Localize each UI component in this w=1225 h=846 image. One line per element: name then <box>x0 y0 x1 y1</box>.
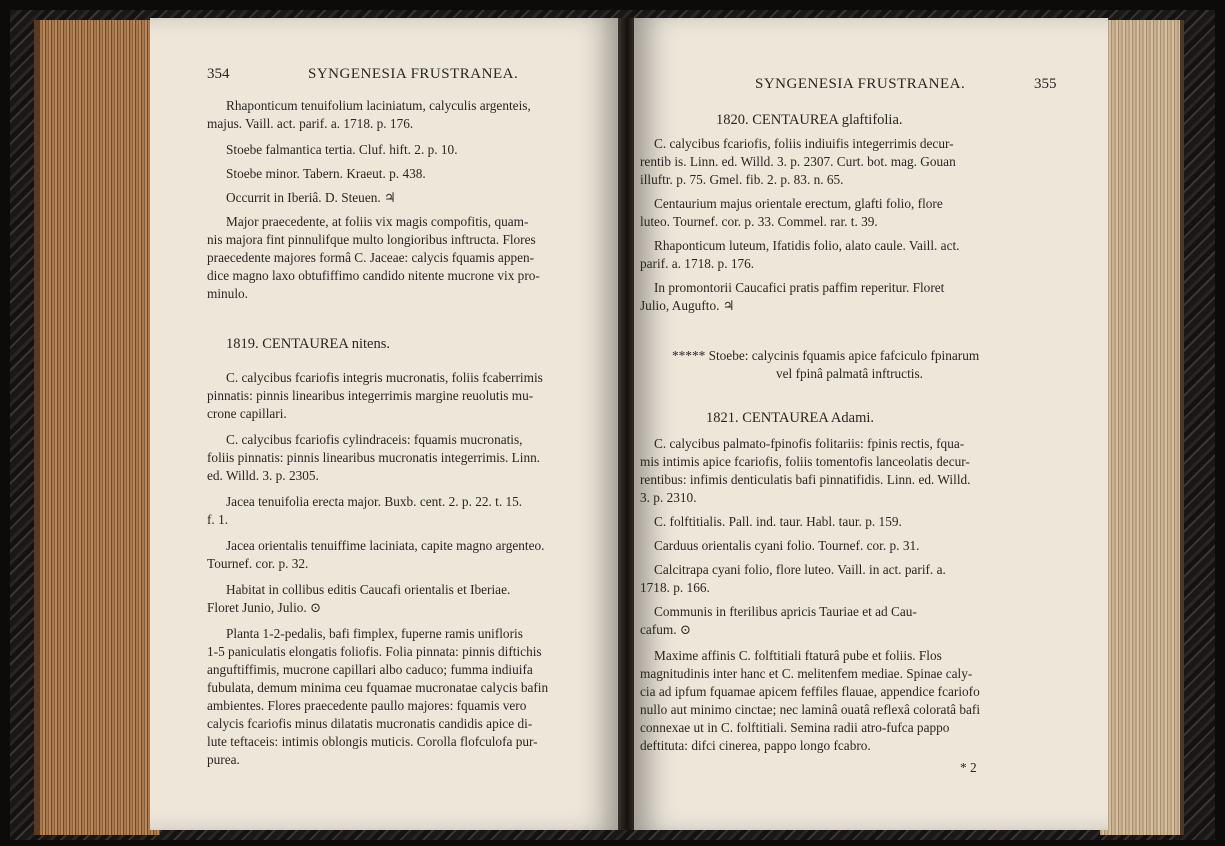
text-line: purea. <box>207 752 240 767</box>
left-page-edges <box>34 20 160 835</box>
text-line: cafum. ⊙ <box>640 622 692 637</box>
signature-mark: * 2 <box>960 760 977 775</box>
text-line: C. calycibus palmato-fpinofis folitariis: fpinis rectis, fqua- <box>654 436 965 451</box>
text-line: cia ad ipfum fquamae apicem feffiles flauae, appendice fcariofo <box>640 684 980 699</box>
text-line: Planta 1-2-pedalis, bafi fimplex, fuperne ramis unifloris <box>226 626 523 641</box>
text-line: Stoebe minor. Tabern. Kraeut. p. 438. <box>226 166 426 181</box>
text-line: Rhaponticum luteum, Ifatidis folio, alato caule. Vaill. act. <box>654 238 960 253</box>
text-line: C. calycibus fcariofis cylindraceis: fquamis mucronatis, <box>226 432 523 447</box>
text-line: Floret Junio, Julio. ⊙ <box>207 600 322 615</box>
text-line: pinnatis: pinnis linearibus integerrimis margine reuolutis mu- <box>207 388 534 403</box>
text-line: C. calycibus fcariofis, foliis indiuifis integerrimis decur- <box>654 136 954 151</box>
text-line: C. folftitialis. Pall. ind. taur. Habl. taur. p. 159. <box>654 514 902 529</box>
text-line: deftituta: difci cinerea, pappo longo fcabro. <box>640 738 871 753</box>
running-head: SYNGENESIA FRUSTRANEA. <box>755 76 966 92</box>
page-number: 355 <box>1034 76 1057 92</box>
text-line: parif. a. 1718. p. 176. <box>640 256 755 271</box>
text-line: In promontorii Caucafici pratis paffim reperitur. Floret <box>654 280 945 295</box>
text-line: Communis in fterilibus apricis Tauriae et ad Cau- <box>654 604 917 619</box>
text-line: ed. Willd. 3. p. 2305. <box>207 468 319 483</box>
text-line: Centaurium majus orientale erectum, glafti folio, flore <box>654 196 943 211</box>
text-line: Occurrit in Iberiâ. D. Steuen. ♃ <box>226 190 396 205</box>
text-line: 3. p. 2310. <box>640 490 697 505</box>
text-line: luteo. Tournef. cor. p. 33. Commel. rar. t. 39. <box>640 214 878 229</box>
text-line: nis majora fint pinnulifque multo longioribus inftructa. Flores <box>207 232 536 247</box>
text-line: mis intimis apice fcariofis, foliis tomentofis lanceolatis decur- <box>640 454 970 469</box>
text-line: connexae ut in C. folftitiali. Semina radii atro-fufca pappo <box>640 720 950 735</box>
text-line: magnitudinis inter hanc et C. melitenfem mediae. Spinae caly- <box>640 666 973 681</box>
left-page <box>150 18 620 830</box>
text-line: illuftr. p. 75. Gmel. fib. 2. p. 83. n. 65. <box>640 172 844 187</box>
text-line: minulo. <box>207 286 249 301</box>
text-line: rentib is. Linn. ed. Willd. 3. p. 2307. Curt. bot. mag. Gouan <box>640 154 956 169</box>
text-line: dice magno laxo obtufiffimo candido nitente mucrone vix pro- <box>207 268 540 283</box>
text-line: Calcitrapa cyani folio, flore luteo. Vaill. in act. parif. a. <box>654 562 946 577</box>
text-line: Stoebe falmantica tertia. Cluf. hift. 2. p. 10. <box>226 142 458 157</box>
text-line: ***** Stoebe: calycinis fquamis apice fafciculo fpinarum <box>672 348 980 363</box>
text-line: Major praecedente, at foliis vix magis compofitis, quam- <box>226 214 529 229</box>
text-line: fubulata, demum minima ceu fquamae mucronatae calycis bafin <box>207 680 549 695</box>
text-line: Maxime affinis C. folftitiali ftaturâ pube et foliis. Flos <box>654 648 942 663</box>
text-line: Jacea orientalis tenuiffime laciniata, capite magno argenteo. <box>226 538 545 553</box>
text-line: majus. Vaill. act. parif. a. 1718. p. 176. <box>207 116 414 131</box>
section-heading: 1819. CENTAUREA nitens. <box>226 336 390 352</box>
text-line: Rhaponticum tenuifolium laciniatum, calyculis argenteis, <box>226 98 531 113</box>
text-line: praecedente majores formâ C. Jaceae: calycis fquamis appen- <box>207 250 535 265</box>
text-line: vel fpinâ palmatâ inftructis. <box>776 366 923 381</box>
right-page <box>634 18 1108 830</box>
page-number: 354 <box>207 66 230 82</box>
text-line: calycis fcariofis minus dilatatis mucronatis candidis apice di- <box>207 716 533 731</box>
text-line: Tournef. cor. p. 32. <box>207 556 309 571</box>
text-line: 1718. p. 166. <box>640 580 710 595</box>
text-line: 1-5 paniculatis elongatis foliofis. Folia pinnata: pinnis diftichis <box>207 644 542 659</box>
text-line: crone capillari. <box>207 406 287 421</box>
text-line: Julio, Augufto. ♃ <box>640 298 735 313</box>
text-line: Carduus orientalis cyani folio. Tournef. cor. p. 31. <box>654 538 920 553</box>
text-line: Habitat in collibus editis Caucafi orientalis et Iberiae. <box>226 582 511 597</box>
text-line: nullo aut minimo cinctae; nec laminâ ouatâ reflexâ coloratâ bafi <box>640 702 981 717</box>
text-line: lute teftaceis: intimis oblongis muticis. Corolla flofculofa pur- <box>207 734 538 749</box>
section-heading: 1821. CENTAUREA Adami. <box>706 410 875 426</box>
text-line: ambientes. Flores praecedente paullo majores: fquamis vero <box>207 698 527 713</box>
section-heading: 1820. CENTAUREA glaftifolia. <box>716 112 903 128</box>
text-line: f. 1. <box>207 512 229 527</box>
running-head: SYNGENESIA FRUSTRANEA. <box>308 66 519 82</box>
text-line: Jacea tenuifolia erecta major. Buxb. cent. 2. p. 22. t. 15. <box>226 494 523 509</box>
text-line: C. calycibus fcariofis integris mucronatis, foliis fcaberrimis <box>226 370 543 385</box>
text-line: anguftiffimis, mucrone capillari albo caduco; fumma indiuifa <box>207 662 533 677</box>
right-page-edges <box>1100 20 1184 835</box>
text-line: rentibus: infimis denticulatis bafi pinnatifidis. Linn. ed. Willd. <box>640 472 971 487</box>
text-line: foliis pinnatis: pinnis linearibus mucronatis integerrimis. Linn. <box>207 450 541 465</box>
